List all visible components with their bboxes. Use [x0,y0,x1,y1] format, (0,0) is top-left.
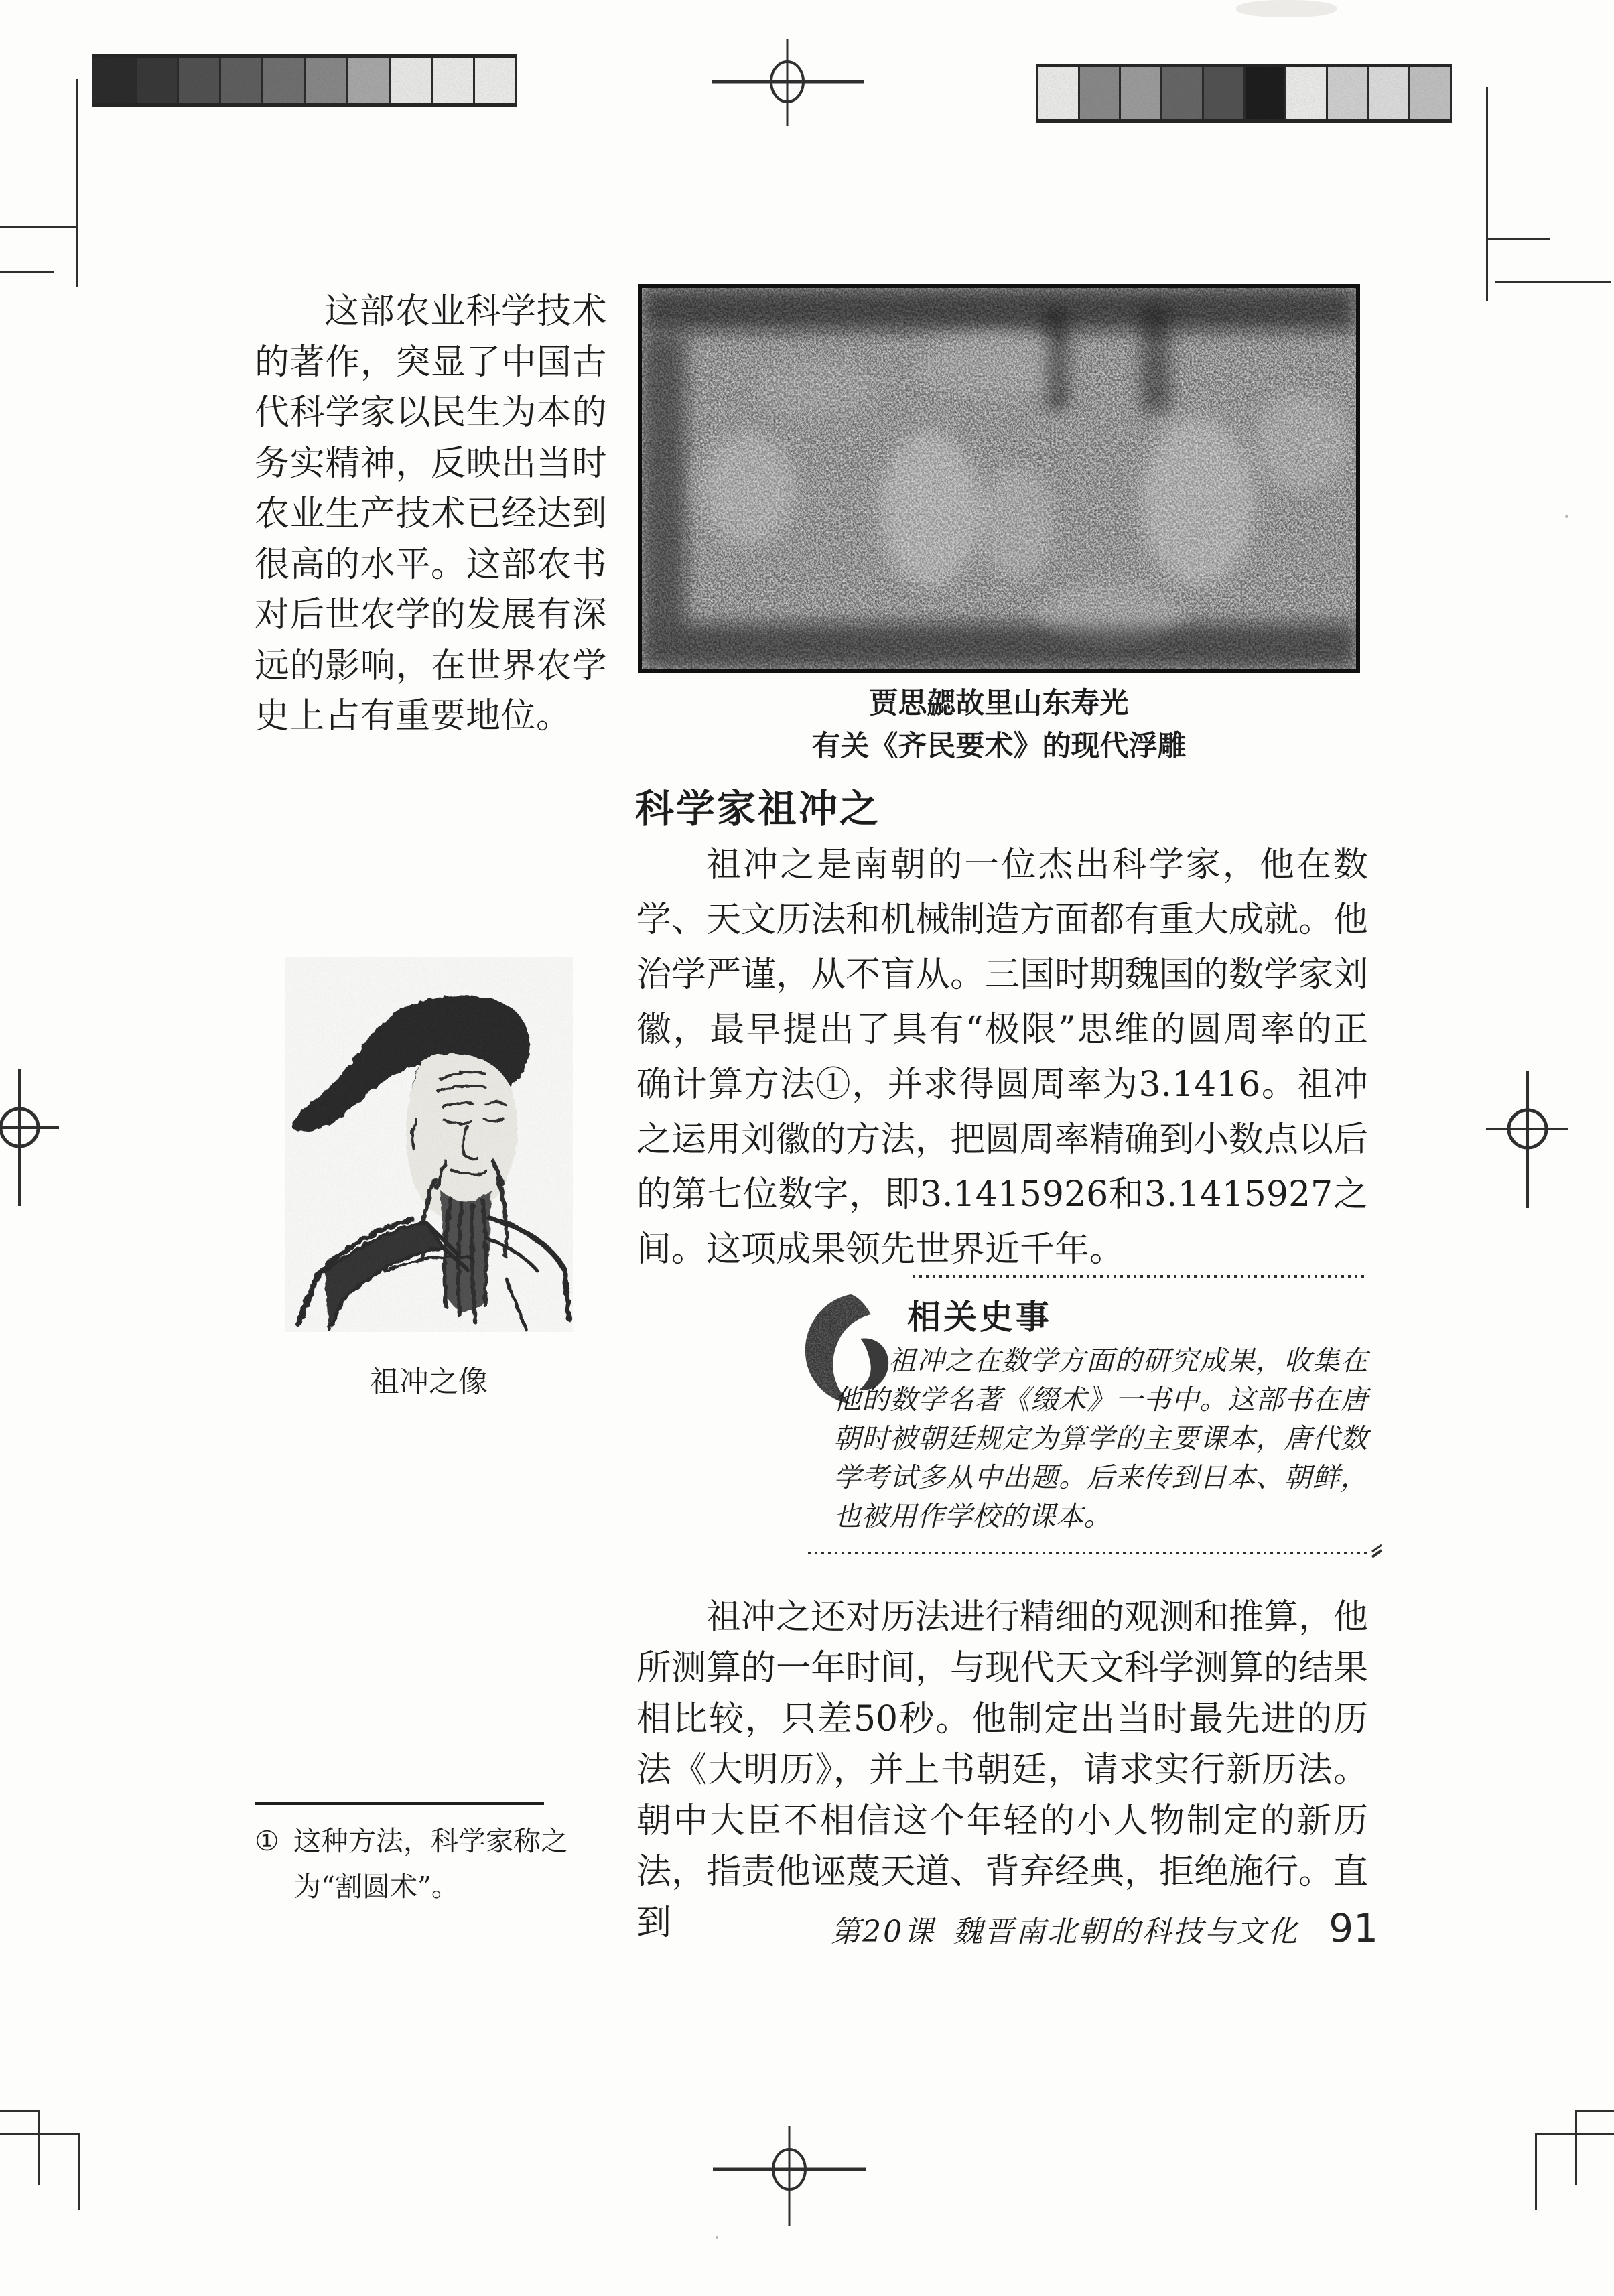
calibration-cell [1162,67,1204,119]
calibration-cell [137,58,179,103]
crop-mark [1495,281,1611,283]
calibration-cell [263,58,306,103]
calibration-cell [348,58,391,103]
footnote-rule [255,1802,544,1805]
footer-lesson-title: 魏晋南北朝的科技与文化 [953,1915,1300,1949]
calibration-cell [1328,67,1369,119]
crop-mark [1535,2133,1614,2135]
crop-mark [1486,238,1550,240]
body-paragraph-2: 祖冲之还对历法进行精细的观测和推算，他所测算的一年时间，与现代天文科学测算的结果相比较，只差50秒。他制定出当时最先进的历法《大明历》，并上书朝廷，请求实行新历法。朝中大臣不相信这个年轻的小人物制定的新历法，指责他诬蔑天道、背弃经典，拒绝施行。直到 [636,1597,1369,1943]
crop-mark [38,2110,40,2185]
footnote-marker: ① [255,1825,279,1857]
sidebar-title: 相关史事 [907,1298,1052,1337]
calibration-cell [433,58,475,103]
sidebar-border-top [913,1275,1368,1278]
portrait-caption: 祖冲之像 [370,1365,488,1399]
calibration-cell [1246,67,1287,119]
registration-mark [705,2122,872,2230]
calibration-cell [1080,67,1122,119]
footnote-text: 这种方法，科学家称之为“割圆术”。 [293,1825,568,1903]
page-number: 91 [1329,1905,1378,1951]
crop-mark [0,226,77,228]
scan-speck [1565,515,1568,518]
calibration-cell [1204,67,1246,119]
crop-mark [1535,2133,1537,2210]
sidebar-body: 祖冲之在数学方面的研究成果，收集在他的数学名著《缀术》一书中。这部书在唐朝时被朝廷规定为算学的主要课本，唐代数学考试多从中出题。后来传到日本、朝鲜，也被用作学校的课本。 [833,1345,1368,1532]
page-footer [831,1905,1378,1951]
calibration-cell [475,58,517,103]
calibration-cell [1410,67,1452,119]
calibration-cell [221,58,263,103]
registration-mark [703,33,871,131]
calibration-cell [1121,67,1162,119]
calibration-cell [306,58,348,103]
figure-caption-line2: 有关《齐民要术》的现代浮雕 [811,730,1187,763]
calibration-strip-left [92,54,517,107]
relief-photo [638,284,1360,673]
calibration-strip-right [1036,64,1452,123]
scan-smudge [1236,0,1337,17]
body-paragraph-1: 祖冲之是南朝的一位杰出科学家，他在数学、天文历法和机械制造方面都有重大成就。他治学严谨，从不盲从。三国时期魏国的数学家刘徽，最早提出了具有“极限”思维的圆周率的正确计算方法①，并求得圆周率为3.1416。祖冲之运用刘徽的方法，把圆周率精确到小数点以后的第七位数字，即3.1415926和3.1415927之间。这项成果领先世界近千年。 [636,845,1369,1270]
crop-mark [0,2110,39,2112]
crop-mark [1486,87,1488,301]
calibration-cell [1286,67,1328,119]
zu-chongzhi-portrait [285,957,573,1332]
footer-lesson-number: 第20课 [831,1915,936,1949]
registration-mark [0,1069,67,1209]
calibration-cell [1369,67,1411,119]
sidebar-border-bottom [808,1552,1368,1554]
registration-mark [1484,1071,1571,1211]
crop-mark [1575,2110,1577,2185]
intro-paragraph: 这部农业科学技术的著作，突显了中国古代科学家以民生为本的务实精神，反映出当时农业生产技术已经达到很高的水平。这部农书对后世农学的发展有深远的影响，在世界农学史上占有重要地位。 [255,291,607,736]
dotted-line-end-mark [1371,1544,1384,1561]
calibration-cell [391,58,433,103]
crop-mark [0,271,54,273]
crop-mark [78,2133,80,2210]
crop-mark [1575,2110,1614,2112]
footnote [255,1818,616,1909]
crop-mark [76,79,78,287]
relief-texture [642,288,1356,669]
scan-speck [716,2236,718,2239]
crop-mark [0,2133,79,2135]
calibration-cell [92,58,137,103]
figure-caption-line1: 贾思勰故里山东寿光 [869,687,1129,720]
calibration-cell [1036,67,1080,119]
section-heading: 科学家祖冲之 [635,786,881,831]
calibration-cell [179,58,221,103]
